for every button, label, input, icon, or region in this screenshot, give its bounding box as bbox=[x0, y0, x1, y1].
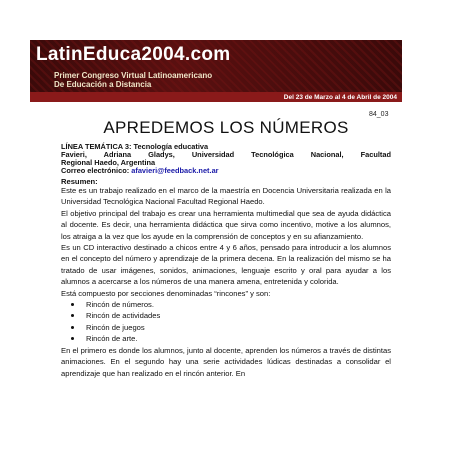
email-link[interactable]: afavieri@feedback.net.ar bbox=[131, 166, 219, 175]
list-item: Rincón de actividades bbox=[61, 310, 391, 321]
theme-line: LÍNEA TEMÁTICA 3: Tecnología educativa bbox=[61, 142, 209, 151]
paragraph-3: Es un CD interactivo destinado a chicos entre 4 y 6 años, pensado para introducir a los alumnos en el concepto del número y aprendizaje de la primera decena. En la realización del mismo se ha tratado de usar imágenes, sonidos, animaciones, lenguaje escrito y oral para ayudar a los alumnos a acercarse a los números de una manera amena, entretenida y colorida. bbox=[61, 243, 391, 287]
banner-title: LatinEduca2004.com bbox=[36, 44, 231, 65]
authors-line-1: Favieri, Adriana Gladys, Universidad Tecnológica Nacional, Facultad bbox=[61, 150, 391, 159]
paragraph-5: En el primero es donde los alumnos, junto al docente, aprenden los números a través de distintas animaciones. En el segundo hay una serie actividades lúdicas destinadas a consolidar el aprendizaje que han realizado en el rincón anterior. En bbox=[61, 345, 391, 378]
paragraph-4: Está compuesto por secciones denominadas “rincones” y son: bbox=[61, 288, 271, 298]
email-line bbox=[61, 167, 391, 175]
banner-subtitle-1: Primer Congreso Virtual Latinoamericano bbox=[54, 71, 213, 80]
header-banner bbox=[30, 40, 402, 102]
resumen-heading: Resumen: bbox=[61, 177, 98, 186]
rincones-list bbox=[61, 299, 391, 345]
bullet-icon bbox=[71, 314, 74, 317]
bullet-icon bbox=[71, 303, 74, 306]
paragraph-2: El objetivo principal del trabajo es crear una herramienta multimedial que sea de ayuda didáctica al docente. Es decir, una herramienta didáctica que sirva como incentivo, motive a los alumnos, los atraiga a la vez que los ayude en la comprensión de conceptos y en su afianzamiento. bbox=[61, 208, 391, 241]
authors-line-2: Regional Haedo, Argentina bbox=[61, 158, 156, 167]
paragraph-1: Este es un trabajo realizado en el marco de la maestría en Docencia Universitaria realizada en la Universidad Tecnológica Nacional Facultad Regional Haedo. bbox=[61, 186, 391, 207]
banner-date-bar bbox=[30, 92, 402, 102]
abstract-body bbox=[61, 185, 391, 379]
banner-subtitle-2: De Educación a Distancia bbox=[54, 80, 152, 89]
email-label: Correo electrónico: bbox=[61, 166, 130, 175]
list-item: Rincón de juegos bbox=[61, 322, 391, 333]
author-metadata bbox=[61, 143, 391, 175]
list-item: Rincón de arte. bbox=[61, 333, 391, 344]
document-code: 84_03 bbox=[369, 111, 389, 118]
banner-date: Del 23 de Marzo al 4 de Abril de 2004 bbox=[283, 94, 397, 101]
page-title: APREDEMOS LOS NÚMEROS bbox=[103, 118, 349, 137]
bullet-icon bbox=[71, 337, 74, 340]
bullet-icon bbox=[71, 326, 74, 329]
list-item: Rincón de números. bbox=[61, 299, 391, 310]
